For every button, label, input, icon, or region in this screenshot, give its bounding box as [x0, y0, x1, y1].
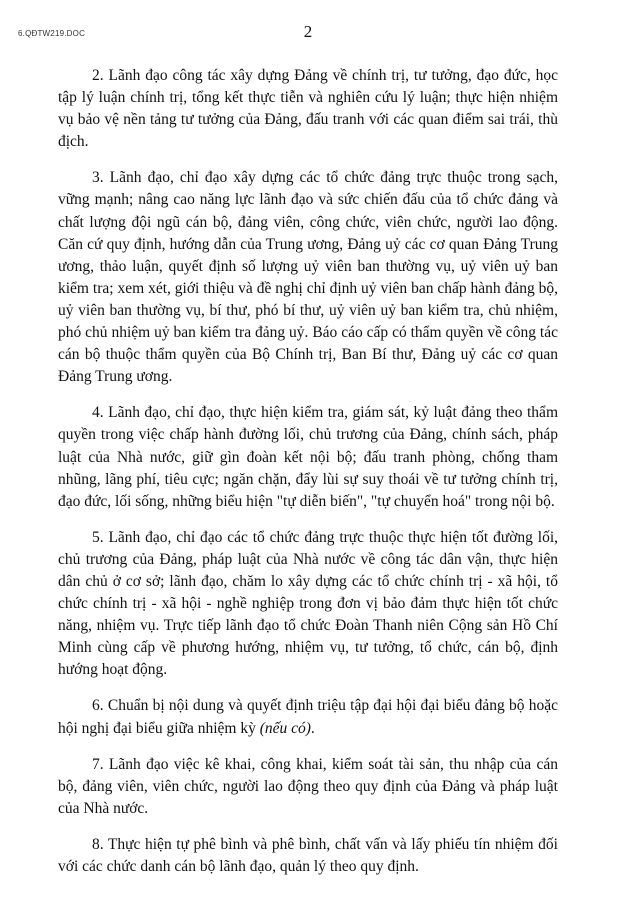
- paragraph-7: [58, 754, 558, 820]
- file-code: 6.QĐTW219.DOC: [18, 29, 86, 38]
- paragraph-text: 5. Lãnh đạo, chỉ đạo các tổ chức đảng trực thuộc thực hiện tốt đường lối, chủ trương của Đảng, pháp luật của Nhà nước về công tác dân vận, thực hiện dân chủ ở cơ sở; lãnh đạo, chăm lo xây dựng các tổ chức chính trị - xã hội, tổ chức chính trị - xã hội - nghề nghiệp trong đơn vị bảo đảm thực hiện tốt chức năng, nhiệm vụ. Trực tiếp lãnh đạo tổ chức Đoàn Thanh niên Cộng sản Hồ Chí Minh cùng cấp về phương hướng, nhiệm vụ, tư tưởng, tổ chức, cán bộ, định hướng hoạt động.: [58, 528, 558, 679]
- paragraph-6: [58, 695, 558, 739]
- paragraph-5: [58, 527, 558, 682]
- paragraph-3: [58, 167, 558, 388]
- paragraph-4: [58, 402, 558, 512]
- body-text: [58, 65, 558, 892]
- paragraph-tail: .: [310, 719, 315, 737]
- paragraph-text: 7. Lãnh đạo việc kê khai, công khai, kiểm soát tài sản, thu nhập của cán bộ, đảng viên, viên chức, người lao động theo quy định của Đảng và pháp luật của Nhà nước.: [58, 755, 558, 817]
- paragraph-text: 4. Lãnh đạo, chỉ đạo, thực hiện kiểm tra, giám sát, kỷ luật đảng theo thẩm quyền trong việc chấp hành đường lối, chủ trương của Đảng, chính sách, pháp luật của Nhà nước, giữ gìn đoàn kết nội bộ; đấu tranh phòng, chống tham nhũng, lãng phí, tiêu cực; ngăn chặn, đẩy lùi sự suy thoái về tư tưởng chính trị, đạo đức, lối sống, những biểu hiện "tự diễn biến", "tự chuyển hoá" trong nội bộ.: [58, 404, 558, 510]
- paragraph-italic-note: (nếu có): [259, 719, 311, 737]
- paragraph-text: 3. Lãnh đạo, chỉ đạo xây dựng các tổ chức đảng trực thuộc trong sạch, vững mạnh; nâng cao năng lực lãnh đạo và sức chiến đấu của tổ chức đảng và chất lượng đội ngũ cán bộ, đảng viên, công chức, viên chức, người lao động. Căn cứ quy định, hướng dẫn của Trung ương, Đảng uỷ các cơ quan Đảng Trung ương, thảo luận, quyết định số lượng uỷ viên ban thường vụ, uỷ viên uỷ ban kiểm tra; xem xét, giới thiệu và đề nghị chỉ định uỷ viên ban chấp hành đảng bộ, uỷ viên ban thường vụ, bí thư, phó bí thư, uỷ viên uỷ ban kiểm tra, chủ nhiệm, phó chủ nhiệm uỷ ban kiểm tra đảng uỷ. Báo cáo cấp có thẩm quyền về công tác cán bộ thuộc thẩm quyền của Bộ Chính trị, Ban Bí thư, Đảng uỷ các cơ quan Đảng Trung ương.: [58, 169, 558, 386]
- page-number: 2: [303, 22, 313, 41]
- paragraph-text: 8. Thực hiện tự phê bình và phê bình, chất vấn và lấy phiếu tín nhiệm đối với các chức danh cán bộ lãnh đạo, quản lý theo quy định.: [58, 835, 558, 875]
- paragraph-text: 6. Chuẩn bị nội dung và quyết định triệu tập đại hội đại biểu đảng bộ hoặc hội nghị đại biểu giữa nhiệm kỳ: [58, 697, 558, 737]
- paragraph-text: 2. Lãnh đạo công tác xây dựng Đảng về chính trị, tư tưởng, đạo đức, học tập lý luận chính trị, tổng kết thực tiễn và nghiên cứu lý luận; thực hiện nhiệm vụ bảo vệ nền tảng tư tưởng của Đảng, đấu tranh với các quan điểm sai trái, thù địch.: [58, 67, 558, 151]
- paragraph-2: [58, 65, 558, 153]
- paragraph-8: [58, 834, 558, 878]
